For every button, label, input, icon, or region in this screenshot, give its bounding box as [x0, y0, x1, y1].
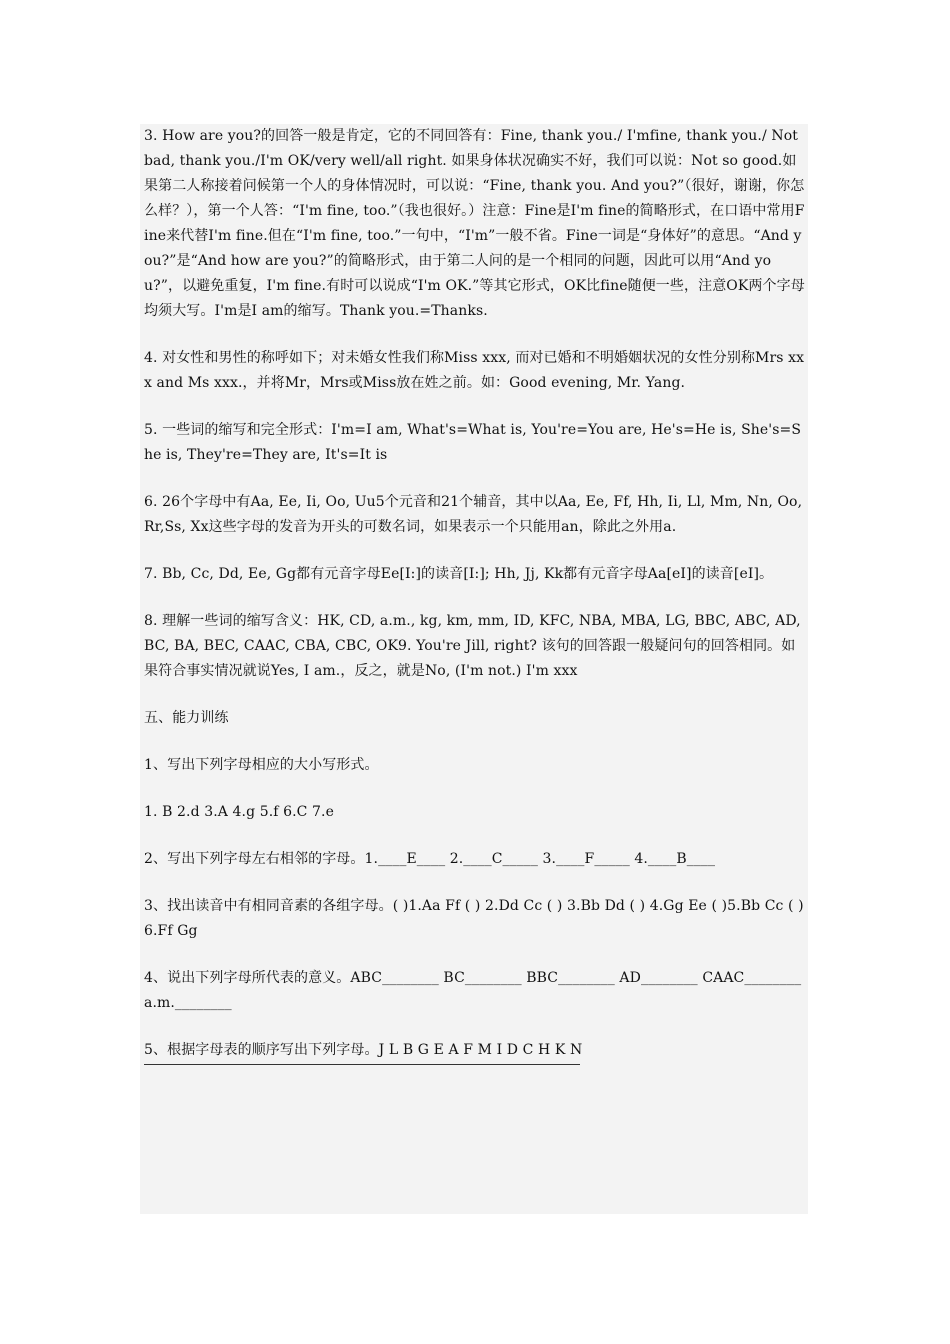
exercise-2: 2、写出下列字母左右相邻的字母。1.____E____ 2.____C_____ 3.____F_____ 4.____B____: [144, 851, 716, 867]
note-8-abbreviations: 8. 理解一些词的缩写含义：HK, CD, a.m., kg, km, mm, ID, KFC, NBA, MBA, LG, BBC, ABC, AD, BC, BA, BEC, CAAC, CBA, CBC, OK9. You're Jill, right? 该句的回答跟一般疑问句的回答相同。如果符合事实情况就说Yes, I am.，反之，就是No, (I'm not.) I'm xxx: [144, 613, 806, 679]
section-heading-ability-training: 五、能力训练: [144, 710, 229, 726]
answer-blank-line: [144, 1063, 580, 1065]
note-3-how-are-you: 3. How are you?的回答一般是肯定，它的不同回答有：Fine, thank you./ I'mfine, thank you./ Not bad, thank you./I'm OK/very well/all right. 如果身体状况确实不好，我们可以说：Not so good.如果第二人称接着问候第一个人的身体情况时，可以说：“Fine, thank you. And you?”（很好，谢谢，你怎么样？），第一个人答：“I'm fine, too.”（我也很好。）注意：Fine是I'm fine的简略形式，在口语中常用Fine来代替I'm fine.但在“I'm fine, too.”一句中，“I'm”一般不省。Fine一词是“身体好”的意思。“And you?”是“And how are you?”的简略形式，由于第二人问的是一个相同的问题，因此可以用“And you?”，以避免重复，I'm fine.有时可以说成“I'm OK.”等其它形式，OK比fine随便一些，注意OK两个字母均须大写。I'm是I am的缩写。Thank you.=Thanks.: [144, 128, 805, 319]
note-7-letter-sounds: 7. Bb, Cc, Dd, Ee, Gg都有元音字母Ee[I:]的读音[I:]; Hh, Jj, Kk都有元音字母Aa[eI]的读音[eI]。: [144, 566, 774, 582]
exercise-4: 4、说出下列字母所代表的意义。ABC________ BC________ BBC________ AD________ CAAC________ a.m.________: [144, 970, 806, 1011]
exercise-3: 3、找出读音中有相同音素的各组字母。( )1.Aa Ff ( ) 2.Dd Cc ( ) 3.Bb Dd ( ) 4.Gg Ee ( )5.Bb Cc ( ) 6.Ff Gg: [144, 898, 809, 939]
exercise-1-title: 1、写出下列字母相应的大小写形式。: [144, 757, 379, 773]
note-4-titles: 4. 对女性和男性的称呼如下；对未婚女性我们称Miss xxx, 而对已婚和不明婚姻状况的女性分别称Mrs xxx and Ms xxx.，并将Mr，Mrs或Miss放在姓之前。如：Good evening, Mr. Yang.: [144, 350, 805, 391]
document-content: [144, 124, 809, 1065]
exercise-1-items: 1. B 2.d 3.A 4.g 5.f 6.C 7.e: [144, 804, 334, 820]
exercise-5: 5、根据字母表的顺序写出下列字母。J L B G E A F M I D C H K N: [144, 1042, 583, 1058]
note-6-vowels: 6. 26个字母中有Aa, Ee, Ii, Oo, Uu5个元音和21个辅音，其中以Aa, Ee, Ff, Hh, Ii, Ll, Mm, Nn, Oo, Rr,Ss, Xx这些字母的发音为开头的可数名词，如果表示一个只能用an，除此之外用a.: [144, 494, 807, 535]
note-5-contractions: 5. 一些词的缩写和完全形式：I'm=I am, What's=What is, You're=You are, He's=He is, She's=She is, They're=They are, It's=It is: [144, 422, 802, 463]
